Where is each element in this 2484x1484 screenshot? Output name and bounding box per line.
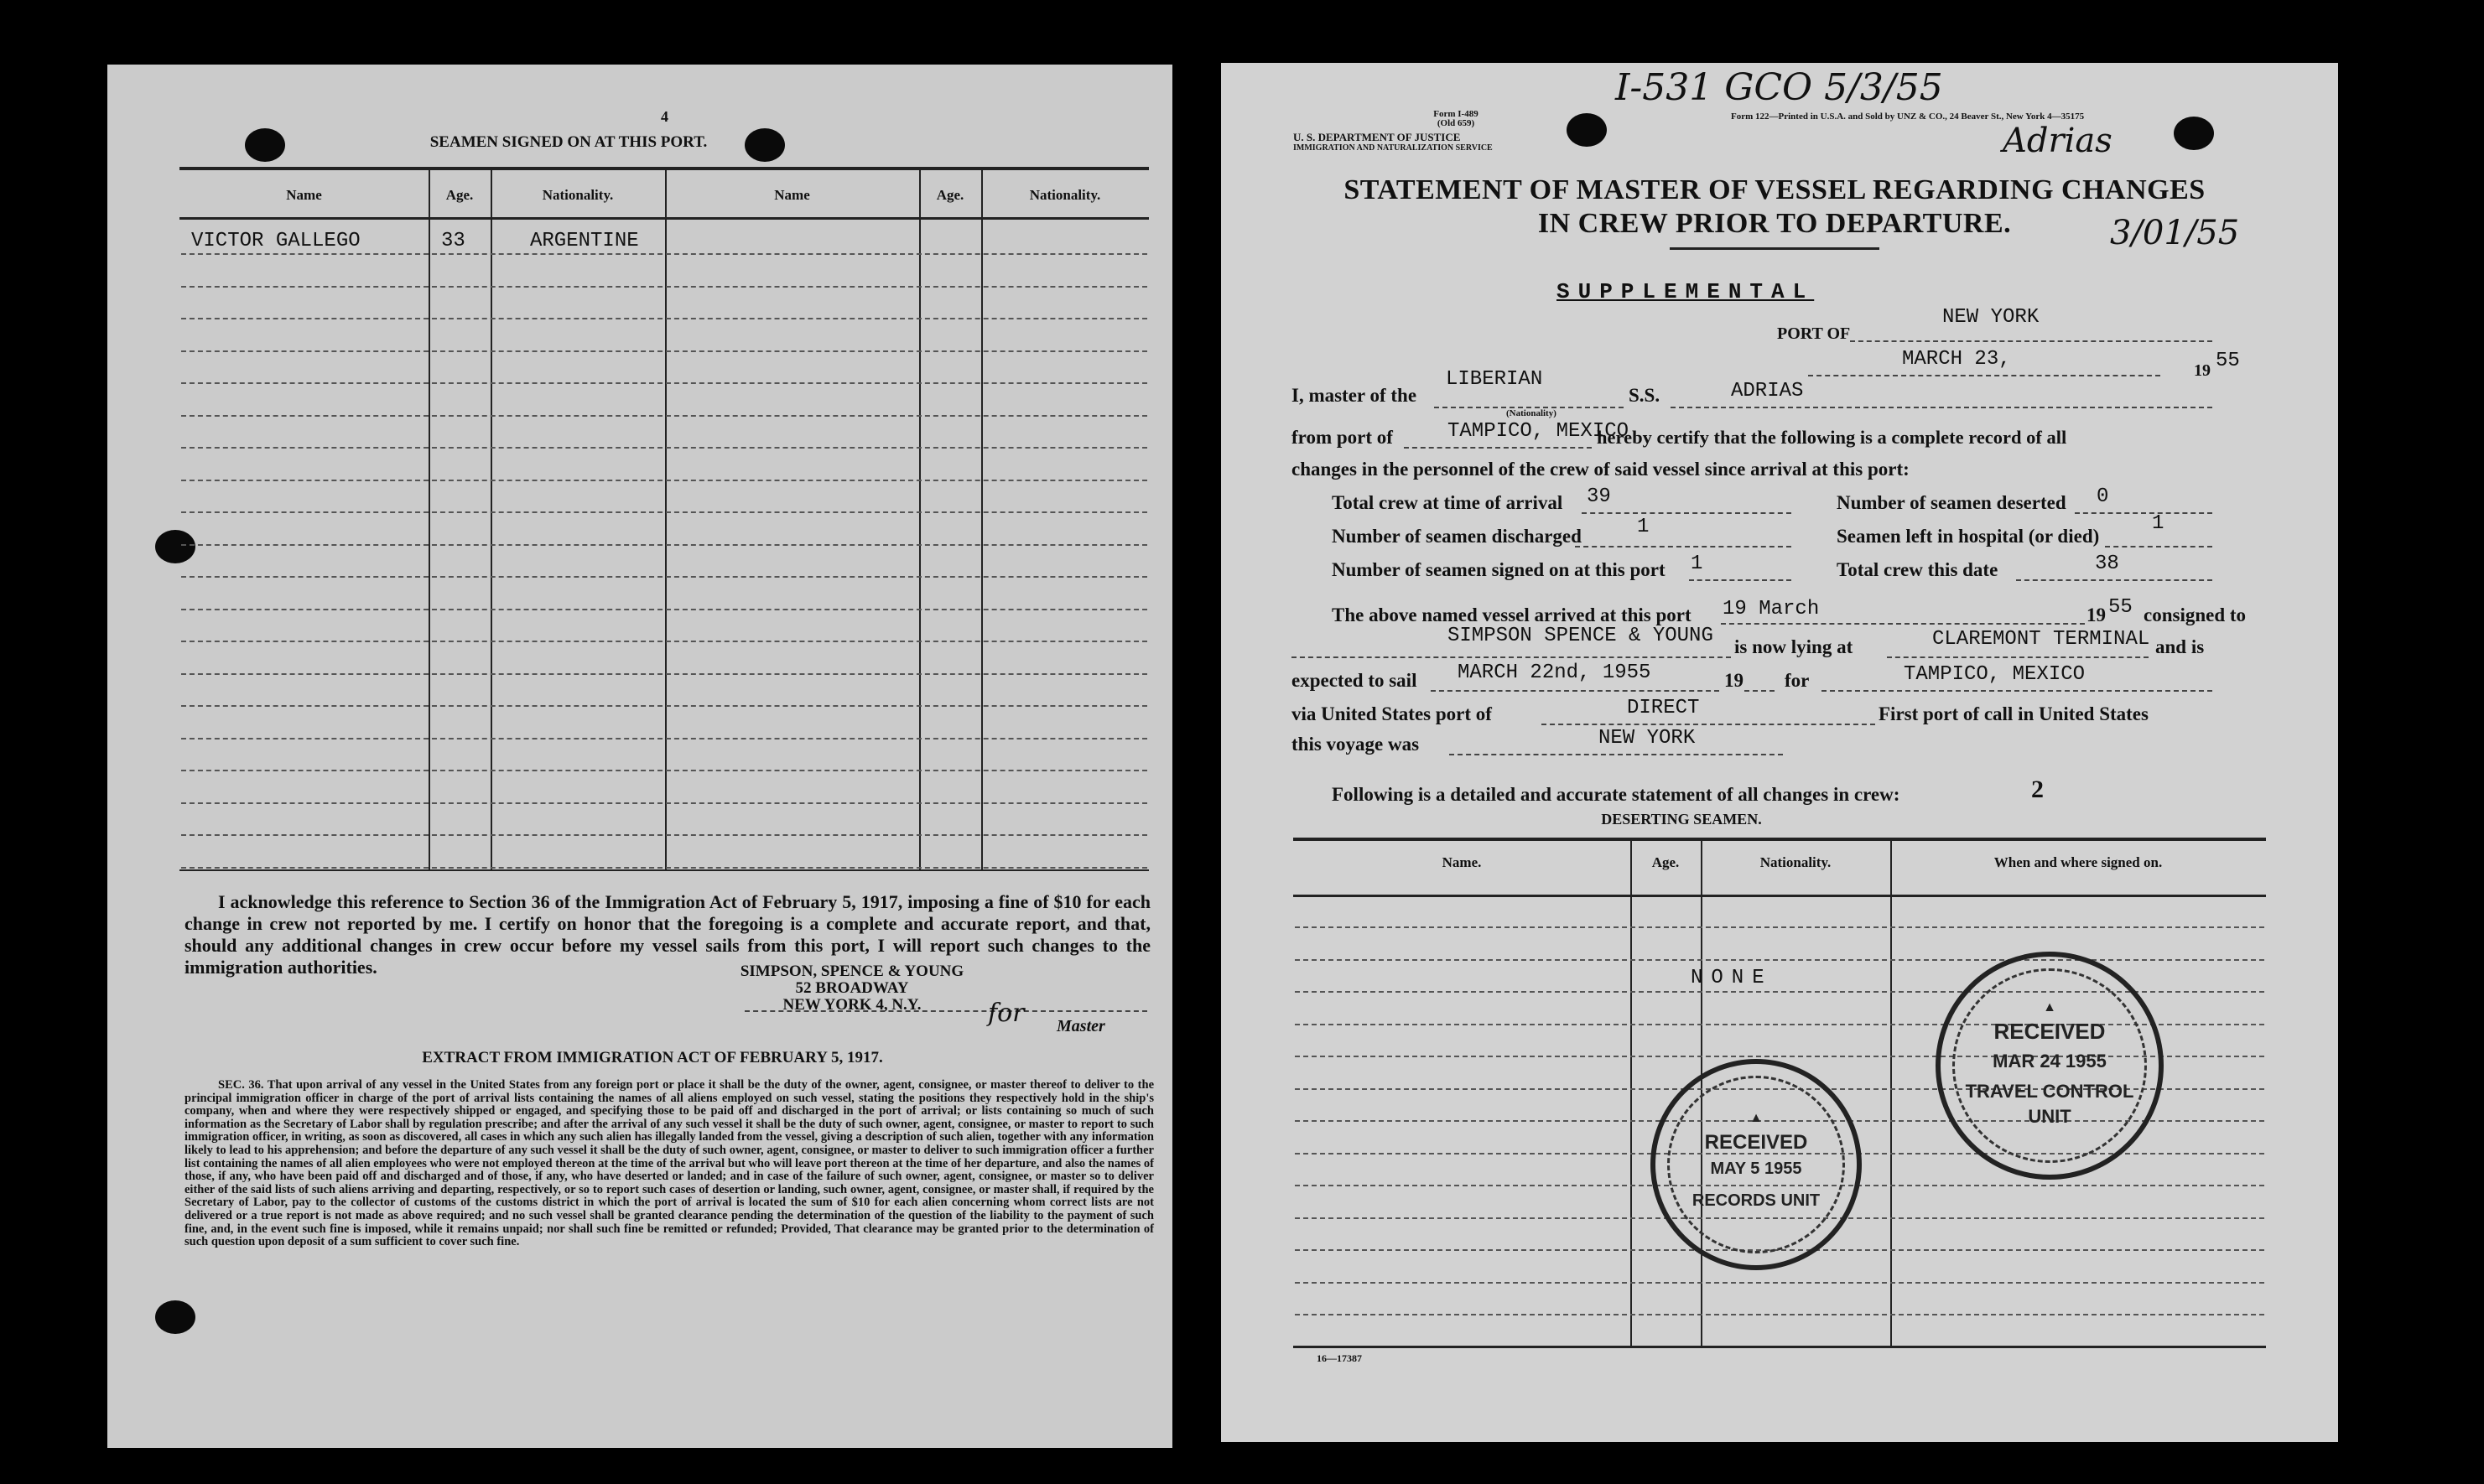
signed-on-label: Number of seamen signed on at this port	[1332, 559, 1666, 580]
arrived-year: 55	[2108, 596, 2133, 619]
desert-header-nationality: Nationality.	[1759, 854, 1832, 870]
extract-title: EXTRACT FROM IMMIGRATION ACT OF FEBRUARY 5, 1917.	[422, 1049, 883, 1066]
desert-header-signed-on: When and where signed on.	[1993, 854, 2163, 870]
table-rule-line	[181, 415, 1147, 417]
table-rule-line	[181, 286, 1147, 288]
destination-value: TAMPICO, MEXICO	[1904, 663, 2086, 686]
signed-on-title: SEAMEN SIGNED ON AT THIS PORT.	[429, 133, 708, 151]
table-rule-line	[181, 834, 1147, 836]
desert-table-rule-line	[1295, 1314, 2264, 1315]
punch-hole	[155, 530, 195, 563]
expected-year-prefix: 19	[1724, 670, 1743, 691]
from-port-value: TAMPICO, MEXICO	[1447, 420, 1629, 443]
header-nationality: Nationality.	[1029, 187, 1101, 203]
certify-text: hereby certify that the following is a complete record of all	[1597, 427, 2067, 448]
table-row-nationality: ARGENTINE	[530, 230, 639, 252]
acknowledgement-text: I acknowledge this reference to Section 36 of the Immigration Act of February 5, 1917, imposing a fine of $10 for each change in crew not reported by me. I certify on honor that the foregoing is a complete and accurate report, and that, should any additional changes in crew occur before my vessel sails from this port, I will report such changes to the immigration authorities.	[184, 891, 1151, 978]
port-label: PORT OF	[1777, 324, 1851, 343]
date-year-prefix: 19	[2194, 361, 2211, 380]
header-age: Age.	[445, 187, 474, 203]
form-title: STATEMENT OF MASTER OF VESSEL REGARDING CHANGES IN CREW PRIOR TO DEPARTURE.	[1343, 174, 2206, 239]
first-port-value: NEW YORK	[1598, 727, 1696, 750]
left-page	[107, 65, 1172, 1448]
table-rule-line	[181, 350, 1147, 352]
expected-label: expected to sail	[1291, 670, 1417, 691]
table-row-age: 33	[441, 230, 465, 252]
punch-hole	[245, 128, 285, 162]
supplemental-label: SUPPLEMENTAL	[1556, 279, 1815, 304]
table-rule-line	[181, 705, 1147, 707]
table-rule-line	[181, 867, 1147, 869]
table-rule-line	[181, 544, 1147, 546]
table-rule-line	[181, 253, 1147, 255]
hospital-label: Seamen left in hospital (or died)	[1837, 526, 2100, 547]
header-name: Name	[774, 187, 810, 203]
header-nationality: Nationality.	[542, 187, 614, 203]
total-crew-date-value: 38	[2095, 553, 2119, 575]
handwritten-vessel-name: Adrias	[2003, 122, 2112, 160]
first-port-label: First port of call in United States	[1879, 703, 2149, 724]
master-signature: for	[988, 999, 1025, 1028]
table-rule-line	[181, 770, 1147, 771]
deserted-label: Number of seamen deserted	[1837, 492, 2066, 513]
via-label: via United States port of	[1291, 703, 1492, 724]
port-value: NEW YORK	[1942, 306, 2040, 329]
records-unit-stamp: ▲ RECEIVED MAY 5 1955 RECORDS UNIT	[1650, 1059, 1862, 1270]
table-rule-line	[181, 480, 1147, 481]
total-crew-arrival-label: Total crew at time of arrival	[1332, 492, 1563, 513]
desert-table-rule-line	[1295, 959, 2264, 961]
master-of-label: I, master of the	[1291, 385, 1417, 406]
table-rule-line	[181, 447, 1147, 449]
agency-block: U. S. DEPARTMENT OF JUSTICE IMMIGRATION AND NATURALIZATION SERVICE	[1293, 131, 1493, 153]
table-rule-line	[181, 641, 1147, 642]
via-port-value: DIRECT	[1627, 697, 1700, 719]
discharged-value: 1	[1637, 516, 1650, 538]
hospital-value: 1	[2152, 512, 2164, 535]
lying-at-value: CLAREMONT TERMINAL	[1932, 628, 2150, 651]
expected-value: MARCH 22nd, 1955	[1458, 662, 1651, 684]
arrived-value: 19 March	[1723, 598, 1820, 620]
page-number: 4	[661, 108, 668, 125]
table-rule-line	[181, 738, 1147, 739]
and-is-label: and is	[2155, 636, 2205, 657]
deserting-title: DESERTING SEAMEN.	[1601, 811, 1762, 828]
header-name: Name	[286, 187, 322, 203]
date-value: MARCH 23,	[1902, 348, 2011, 371]
arrived-label: The above named vessel arrived at this port	[1332, 604, 1692, 625]
from-port-label: from port of	[1291, 427, 1393, 448]
nationality-caption: (Nationality)	[1506, 408, 1556, 418]
table-rule-line	[181, 511, 1147, 513]
desert-table-rule-line	[1295, 926, 2264, 928]
footer-code: 16—17387	[1317, 1352, 1362, 1364]
desert-table-rule-line	[1295, 1282, 2264, 1284]
date-year: 55	[2216, 350, 2240, 372]
discharged-label: Number of seamen discharged	[1332, 526, 1582, 547]
handwritten-file-number: I-531 GCO 5/3/55	[1615, 66, 1943, 109]
table-rule-line	[181, 802, 1147, 804]
table-row-name: VICTOR GALLEGO	[191, 230, 361, 252]
form-number-block: Form I-489 (Old 659)	[1433, 109, 1478, 128]
punch-hole	[2174, 117, 2214, 150]
travel-control-stamp: ▲ RECEIVED MAR 24 1955 TRAVEL CONTROL UNIT	[1936, 952, 2164, 1180]
table-rule-line	[181, 382, 1147, 384]
signed-on-value: 1	[1691, 553, 1703, 575]
nationality-value: LIBERIAN	[1446, 368, 1543, 391]
table-rule-line	[181, 576, 1147, 578]
desert-none-value: NONE	[1691, 967, 1773, 989]
desert-header-age: Age.	[1651, 854, 1680, 870]
for-label: for	[1785, 670, 1810, 691]
total-crew-date-label: Total crew this date	[1837, 559, 1998, 580]
handwritten-date: 3/01/55	[2110, 214, 2240, 252]
extract-text: SEC. 36. That upon arrival of any vessel in the United States from any foreign port or place it shall be the duty of the owner, agent, consignee, or master thereof to deliver to the principal immigration officer in charge of the port of arrival lists containing the names of all aliens employed on such vessel, stating the positions they respectively hold in the ship's company, when and where they were respectively shipped or engaged, and specifying those to be paid off and discharged in the port of arrival; or lists containing so much of such information as the Secretary of Labor shall by regulation prescribe; and after the arrival of any such vessel it shall be the duty of such owner, agent, consignee, or master to report to such immigration officer, in writing, as soon as discovered, all cases in which any such alien has illegally landed from the vessel, giving a description of such alien, together with any information likely to lead to his apprehension; and before the departure of any such vessel it shall be the duty of such owner, agent, consignee, or master to deliver to such immigration officer a further list containing the names of all alien employees who were not employed thereon at the time of the arrival but who will leave port thereon at the time of her departure, and also the names of those, if any, who have been paid off and discharged and of those, if any, who have deserted or landed; and in case of the failure of such owner, agent, consignee, or master so to deliver either of the said lists of such aliens arriving and departing, respectively, or so to report such cases of desertion or landing, such owner, agent, consignee, or master shall, if required by the Secretary of Labor, pay to the collector of customs of the customs district in which the port of arrival is located the sum of $10 for each alien concerning whom correct lists are not delivered or a true report is not made as above required; and no such vessel shall be granted clearance pending the determination of the question of the liability to the payment of such fine, and, in the event such fine is imposed, while it remains unpaid; nor shall such fine be remitted or refunded; Provided, That clearance may be granted prior to the determination of such question upon deposit of a sum sufficient to cover such fine.	[184, 1078, 1154, 1249]
following-label: Following is a detailed and accurate statement of all changes in crew:	[1332, 784, 1900, 805]
table-rule-line	[181, 673, 1147, 675]
header-age: Age.	[936, 187, 964, 203]
lying-label: is now lying at	[1734, 636, 1853, 657]
table-rule-line	[181, 609, 1147, 610]
page-mark: 2	[2031, 776, 2044, 803]
certify-text-2: changes in the personnel of the crew of said vessel since arrival at this port:	[1291, 459, 1910, 480]
punch-hole	[155, 1300, 195, 1334]
deserted-value: 0	[2097, 485, 2109, 508]
consigned-label: consigned to	[2144, 604, 2247, 625]
voyage-label: this voyage was	[1291, 734, 1420, 755]
desert-header-name: Name.	[1442, 854, 1482, 870]
consignee-value: SIMPSON SPENCE & YOUNG	[1447, 625, 1713, 647]
agent-stamp: SIMPSON, SPENCE & YOUNG 52 BROADWAY NEW YORK 4, N.Y.	[740, 963, 964, 1014]
vessel-type: S.S.	[1629, 385, 1660, 406]
punch-hole	[1567, 113, 1607, 147]
total-crew-arrival-value: 39	[1587, 485, 1611, 508]
master-label: Master	[1057, 1017, 1105, 1035]
table-rule-line	[181, 318, 1147, 319]
right-page	[1221, 63, 2338, 1442]
arrived-year-prefix: 19	[2086, 604, 2106, 625]
printer-note: Form 122—Printed in U.S.A. and Sold by UNZ & CO., 24 Beaver St., New York 4—35175	[1731, 112, 2085, 122]
vessel-name: ADRIAS	[1731, 380, 1804, 402]
